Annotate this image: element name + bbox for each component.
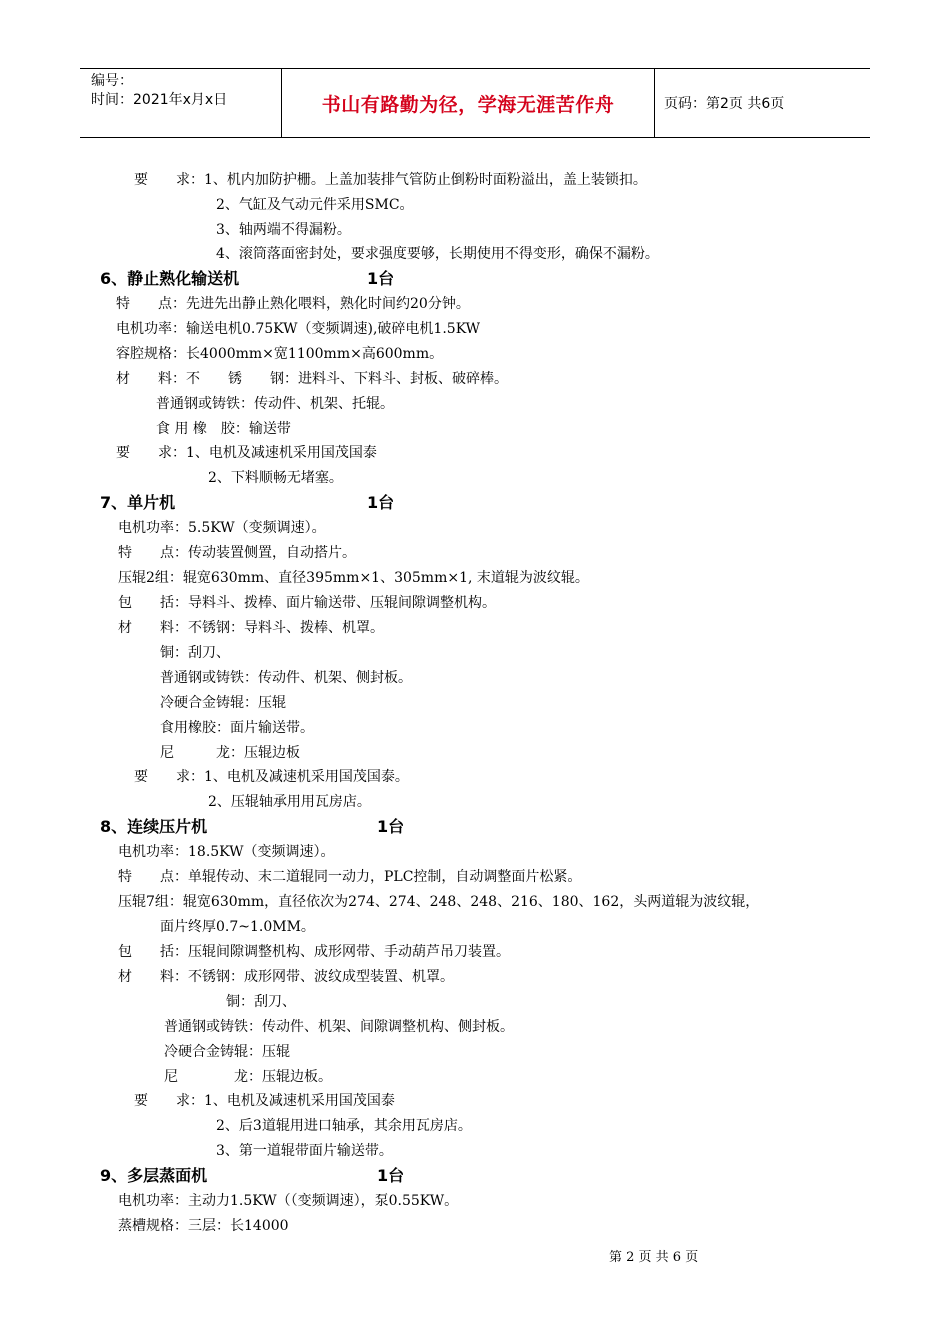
text-line: 要 求：1、电机及减速机采用国茂国泰 [116, 445, 377, 461]
text-line: 压辊2组：辊宽630mm、直径395mm×1、305mm×1, 末道辊为波纹辊。 [118, 570, 589, 586]
section-quantity: 1台 [367, 493, 395, 512]
text-line: 材 料：不锈钢：成形网带、波纹成型装置、机罩。 [118, 969, 454, 985]
text-line: 压辊7组：辊宽630mm，直径依次为274、274、248、248、216、180、162，头两道辊为波纹辊， [118, 894, 760, 910]
text-line: 要 求：1、电机及减速机采用国茂国泰。 [134, 769, 409, 785]
text-line: 2、后3道辊用进口轴承，其余用瓦房店。 [216, 1118, 472, 1134]
text-line: 包 括：导料斗、拨棒、面片输送带、压辊间隙调整机构。 [118, 595, 496, 611]
text-line: 包 括：压辊间隙调整机构、成形网带、手动葫芦吊刀装置。 [118, 944, 510, 960]
text-line: 要 求：1、电机及减速机采用国茂国泰 [134, 1093, 395, 1109]
text-line: 3、轴两端不得漏粉。 [216, 222, 351, 238]
section-heading: 9、多层蒸面机 [100, 1166, 208, 1185]
text-line: 冷硬合金铸辊：压辊 [160, 695, 286, 711]
text-line: 2、压辊轴承用用瓦房店。 [208, 794, 371, 810]
text-line: 特 点：传动装置侧置，自动搭片。 [118, 545, 356, 561]
text-line: 铜：刮刀、 [226, 994, 296, 1010]
section-quantity: 1台 [377, 817, 405, 836]
page-footer: 第 2 页 共 6 页 [609, 1250, 699, 1265]
header-motto: 书山有路勤为径，学海无涯苦作舟 [321, 93, 615, 116]
text-line: 铜：刮刀、 [160, 645, 230, 661]
text-line: 材 料：不 锈 钢：进料斗、下料斗、封板、破碎棒。 [116, 371, 508, 387]
section-heading: 7、单片机 [100, 493, 176, 512]
section-heading: 6、静止熟化输送机 [100, 269, 240, 288]
text-line: 容腔规格：长4000mm×宽1100mm×高600mm。 [116, 346, 444, 362]
section-quantity: 1台 [377, 1166, 405, 1185]
text-line: 特 点：先进先出静止熟化喂料，熟化时间约20分钟。 [116, 296, 470, 312]
text-line: 要 求：1、机内加防护栅。上盖加装排气管防止倒粉时面粉溢出，盖上装锁扣。 [134, 172, 647, 188]
text-line: 蒸槽规格：三层：长14000 [118, 1218, 289, 1234]
text-line: 冷硬合金铸辊：压辊 [164, 1044, 290, 1060]
text-line: 尼 龙：压辊边板 [160, 745, 300, 761]
time-label: 时间：2021年x月x日 [91, 92, 228, 108]
text-line: 面片终厚0.7~1.0MM。 [160, 919, 315, 935]
section-heading: 8、连续压片机 [100, 817, 208, 836]
header-page-info: 页码：第2页 共6页 [664, 96, 785, 112]
text-line: 食 用 橡 胶：输送带 [156, 421, 291, 437]
text-line: 普通钢或铸铁：传动件、机架、托辊。 [156, 396, 394, 412]
text-line: 4、滚筒落面密封处，要求强度要够，长期使用不得变形，确保不漏粉。 [216, 246, 659, 262]
text-line: 普通钢或铸铁：传动件、机架、侧封板。 [160, 670, 412, 686]
text-line: 电机功率：18.5KW（变频调速）。 [118, 844, 335, 860]
text-line: 食用橡胶：面片输送带。 [160, 720, 314, 736]
text-line: 材 料：不锈钢：导料斗、拨棒、机罩。 [118, 620, 384, 636]
text-line: 普通钢或铸铁：传动件、机架、间隙调整机构、侧封板。 [164, 1019, 514, 1035]
text-line: 电机功率：5.5KW（变频调速）。 [118, 520, 326, 536]
text-line: 3、第一道辊带面片输送带。 [216, 1143, 393, 1159]
text-line: 电机功率：输送电机0.75KW（变频调速),破碎电机1.5KW [116, 321, 481, 337]
header-left-cell [91, 72, 227, 110]
text-line: 电机功率：主动力1.5KW（（变频调速），泵0.55KW。 [118, 1193, 459, 1209]
text-line: 2、气缸及气动元件采用SMC。 [216, 197, 414, 213]
text-line: 特 点：单辊传动、末二道辊同一动力，PLC控制，自动调整面片松紧。 [118, 869, 582, 885]
number-label: 编号： [91, 73, 133, 89]
text-line: 尼 龙：压辊边板。 [164, 1069, 332, 1085]
text-line: 2、下料顺畅无堵塞。 [208, 470, 343, 486]
page-header [80, 68, 870, 138]
header-divider [654, 69, 655, 137]
section-quantity: 1台 [367, 269, 395, 288]
